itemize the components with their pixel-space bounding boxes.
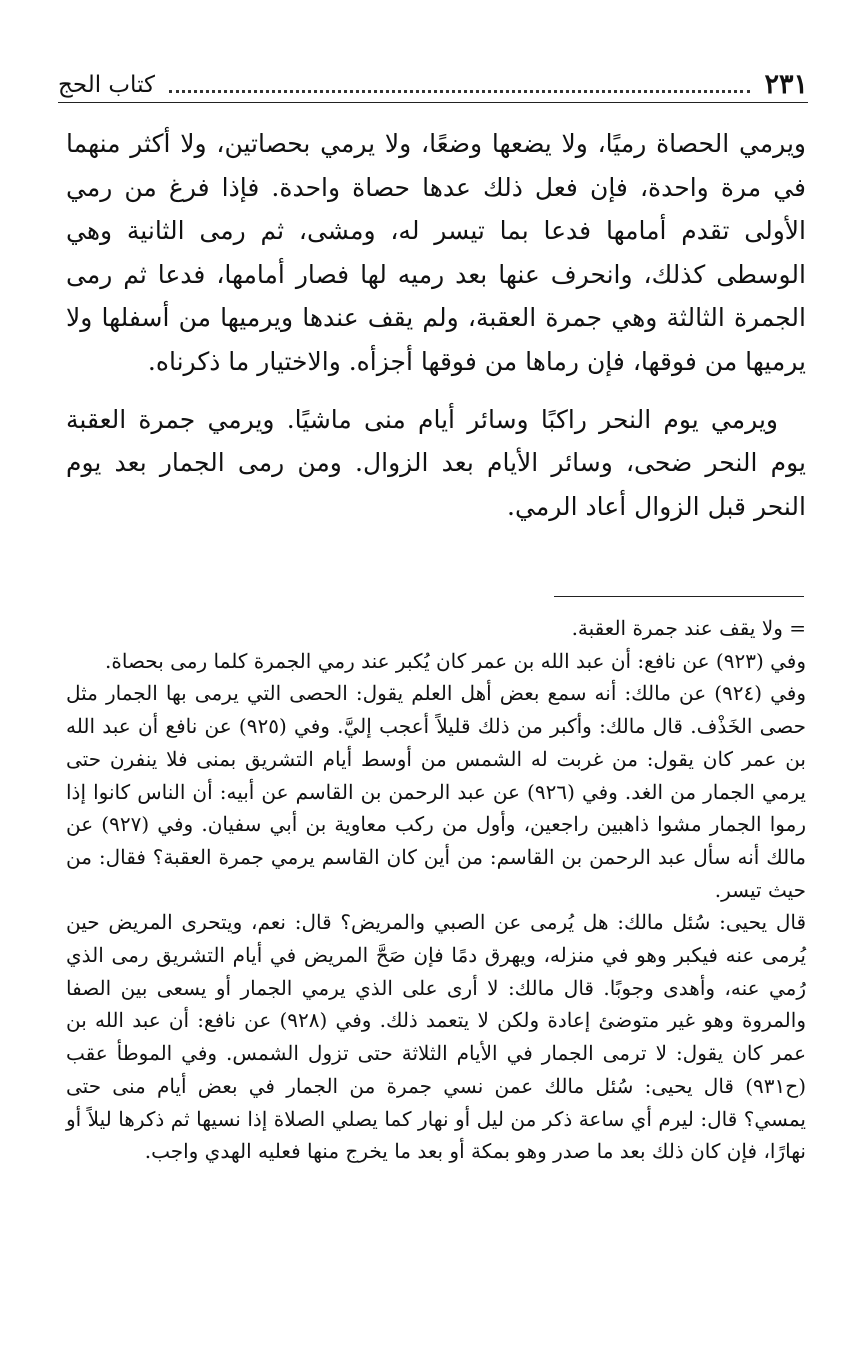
footnote-separator <box>554 596 804 597</box>
footnote-paragraph: وفي (٩٢٣) عن نافع: أن عبد الله بن عمر كان يُكبر عند رمي الجمرة كلما رمى بحصاة. <box>105 648 806 673</box>
main-paragraph: ويرمي يوم النحر راكبًا وسائر أيام منى ماشيًا. ويرمي جمرة العقبة يوم النحر ضحى، وسائر الأيام بعد الزوال. ومن رمى الجمار بعد يوم النحر قبل الزوال أعاد الرمي. <box>66 404 806 521</box>
main-text <box>66 122 806 528</box>
page-number: ٢٣١ <box>764 69 808 100</box>
footnote-paragraph: وفي (٩٢٤) عن مالك: أنه سمع بعض أهل العلم يقول: الحصى التي يرمى بها الجمار مثل حصى الخَذْف. قال مالك: وأكبر من ذلك قليلاً أعجب إليَّ. وفي (٩٢٥) عن نافع أن عبد الله بن عمر كان يقول: من غربت له الشمس من أوسط أيام التشريق بمنى فلا ينفرن حتى يرمي الجمار من الغد. وفي (٩٢٦) عن عبد الرحمن بن القاسم عن أبيه: أن الناس كانوا إذا رموا الجمار مشوا ذاهبين راجعين، وأول من ركب معاوية بن أبي سفيان. وفي (٩٢٧) عن مالك أنه سأل عبد الرحمن بن القاسم: من أين كان القاسم يرمي جمرة العقبة؟ فقال: من حيث تيسر. <box>66 681 807 902</box>
footnote-paragraph: قال يحيى: سُئل مالك: هل يُرمى عن الصبي والمريض؟ قال: نعم، ويتحرى المريض حين يُرمى عنه فيكبر وهو في منزله، ويهرق دمًا فإن صَحَّ المريض في أيام التشريق رمى الذي رُمي عنه، وأهدى وجوبًا. قال مالك: لا أرى على الذي يرمي الجمار أو يسعى بين الصفا والمروة وهو غير متوضئ إعادة ولكن لا يتعمد ذلك. وفي (٩٢٨) عن نافع: أن عبد الله بن عمر كان يقول: لا ترمى الجمار في الأيام الثلاثة حتى تزول الشمس. وفي الموطأ عقب (ح٩٣١) قال يحيى: سُئل مالك عمن نسي جمرة من الجمار في بعض أيام منى حتى يمسي؟ قال: ليرم أي ساعة ذكر من ليل أو نهار كما يصلي الصلاة إذا نسيها ثم ذكرها ليلاً أو نهارًا، فإن كان ذلك بعد ما صدر وهو بمكة أو بعد ما يخرج منها فعليه الهدي واجب. <box>66 910 806 1164</box>
page-header <box>58 62 808 103</box>
main-paragraph: ويرمي الحصاة رميًا، ولا يضعها وضعًا، ولا يرمي بحصاتين، ولا أكثر منهما في مرة واحدة، فإن فعل ذلك عدها حصاة واحدة. فإذا فرغ من رمي الأولى تقدم أمامها فدعا بما تيسر له، ومشى، ثم رمى الثانية وهي الوسطى كذلك، وانحرف عنها بعد رميه لها فصار أمامها، فدعا ثم رمى الجمرة الثالثة وهي جمرة العقبة، ولم يقف عندها ويرميها من أسفلها ولا يرميها من فوقها، فإن رماها من فوقها أجزأه. والاختيار ما ذكرناه. <box>66 129 807 376</box>
header-leader-dots <box>169 90 751 93</box>
footnote-paragraph: = ولا يقف عند جمرة العقبة. <box>571 616 806 640</box>
footnotes <box>66 612 806 1168</box>
running-title: كتاب الحج <box>58 72 155 98</box>
